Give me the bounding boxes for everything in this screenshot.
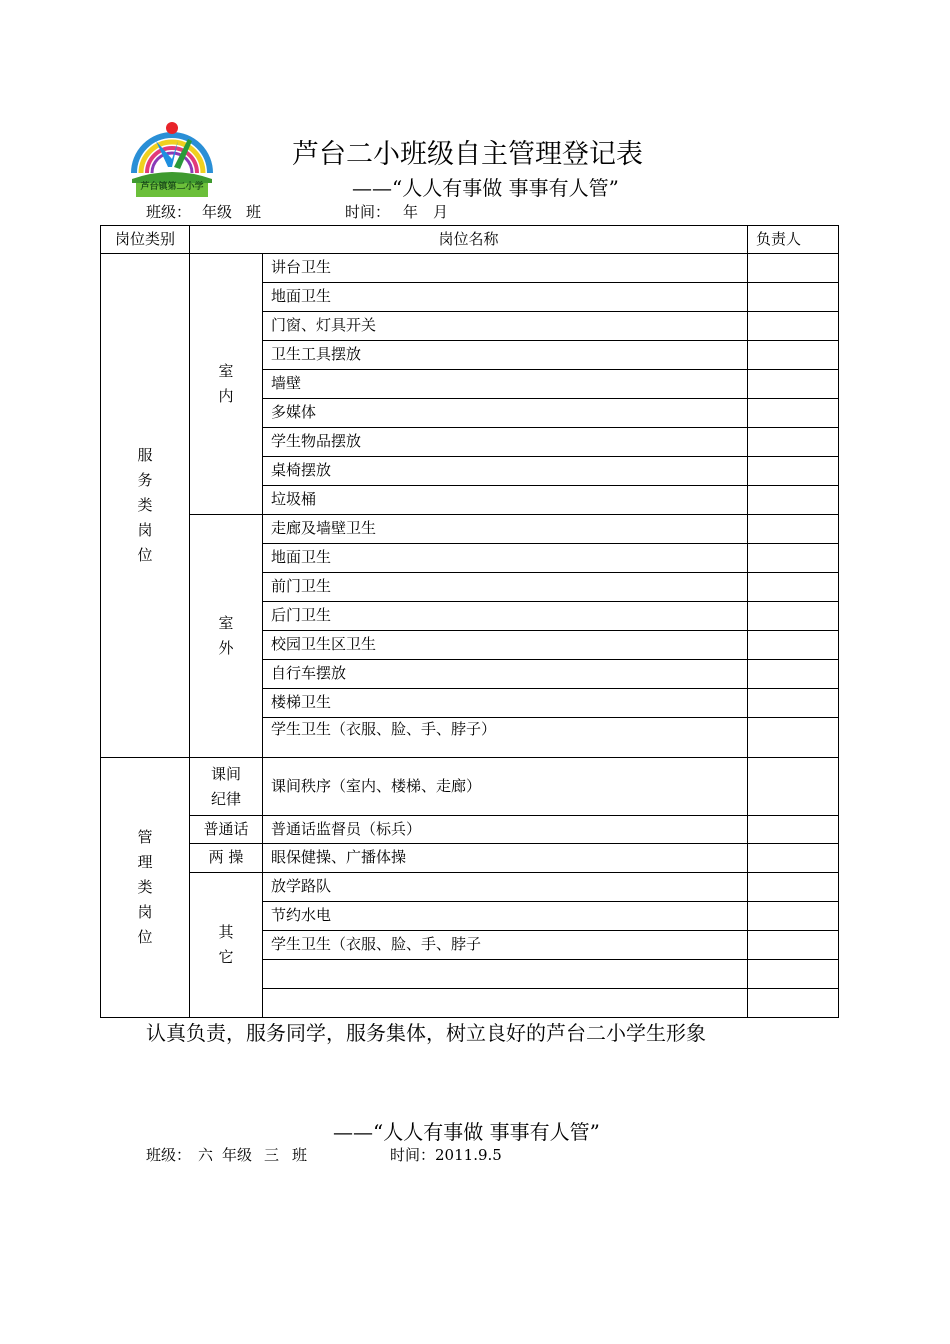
person-cell[interactable] [748, 341, 839, 370]
page-title: 芦台二小班级自主管理登记表 [292, 139, 643, 170]
position-name: 走廊及墙壁卫生 [263, 515, 748, 544]
footer-grade-label: 年级 [222, 1146, 253, 1164]
person-cell[interactable] [748, 515, 839, 544]
school-logo-caption: 芦台镇第二小学 [140, 182, 204, 192]
person-cell[interactable] [748, 399, 839, 428]
grade-label: 年级 [202, 203, 233, 221]
position-name: 桌椅摆放 [263, 457, 748, 486]
position-name: 地面卫生 [263, 283, 748, 312]
person-cell[interactable] [748, 573, 839, 602]
position-name: 放学路队 [263, 873, 748, 902]
person-cell[interactable] [748, 544, 839, 573]
table-row [101, 758, 839, 816]
position-name: 垃圾桶 [263, 486, 748, 515]
position-name: 前门卫生 [263, 573, 748, 602]
position-name: 校园卫生区卫生 [263, 631, 748, 660]
position-name: 节约水电 [263, 902, 748, 931]
page-subtitle: ——“人人有事做 事事有人管” [352, 176, 619, 200]
slogan: 认真负责，服务同学，服务集体，树立良好的芦台二小学生形象 [146, 1021, 706, 1045]
person-cell[interactable] [748, 873, 839, 902]
position-name: 讲台卫生 [263, 254, 748, 283]
person-cell[interactable] [748, 602, 839, 631]
person-cell[interactable] [748, 960, 839, 989]
position-name: 学生物品摆放 [263, 428, 748, 457]
footer-class-suffix: 班 [292, 1146, 308, 1164]
position-name: 多媒体 [263, 399, 748, 428]
category-service: 服 务 类 岗 位 [101, 254, 190, 758]
person-cell[interactable] [748, 254, 839, 283]
year-label: 年 [403, 203, 419, 221]
subcategory-exercises: 两 操 [190, 844, 263, 873]
time-label: 时间： [345, 203, 391, 221]
table-header-row [101, 226, 839, 254]
position-name: 眼保健操、广播体操 [263, 844, 748, 873]
school-logo [128, 111, 216, 199]
footer-class-label: 班级： [146, 1146, 192, 1164]
class-label: 班级： [146, 203, 192, 221]
header-person: 负责人 [748, 226, 839, 254]
subcategory-discipline: 课间 纪律 [190, 758, 263, 816]
person-cell[interactable] [748, 370, 839, 399]
footer-class-number: 三 [264, 1146, 280, 1164]
person-cell[interactable] [748, 486, 839, 515]
footer-meta-line [146, 1144, 502, 1165]
header-category: 岗位类别 [101, 226, 190, 254]
form-meta-line [146, 201, 448, 222]
person-cell[interactable] [748, 312, 839, 341]
table-row [101, 816, 839, 844]
person-cell[interactable] [748, 283, 839, 312]
footer-date: 2011.9.5 [435, 1146, 502, 1164]
table-row [101, 254, 839, 283]
footer-grade: 六 [198, 1146, 214, 1164]
month-label: 月 [433, 203, 449, 221]
person-cell[interactable] [748, 457, 839, 486]
person-cell[interactable] [748, 660, 839, 689]
position-name-blank[interactable] [263, 989, 748, 1018]
footer-time-label: 时间： [390, 1146, 436, 1164]
header-position: 岗位名称 [190, 226, 748, 254]
registration-table [100, 225, 839, 1018]
subcategory-mandarin: 普通话 [190, 816, 263, 844]
table-row [101, 873, 839, 902]
class-suffix: 班 [246, 203, 262, 221]
position-name: 墙壁 [263, 370, 748, 399]
position-name: 楼梯卫生 [263, 689, 748, 718]
footer-subtitle: ——“人人有事做 事事有人管” [333, 1120, 600, 1144]
person-cell[interactable] [748, 816, 839, 844]
person-cell[interactable] [748, 902, 839, 931]
table-row [101, 515, 839, 544]
subcategory-other: 其 它 [190, 873, 263, 1018]
person-cell[interactable] [748, 631, 839, 660]
position-name: 卫生工具摆放 [263, 341, 748, 370]
subcategory-outdoor: 室 外 [190, 515, 263, 758]
position-name: 地面卫生 [263, 544, 748, 573]
position-name: 自行车摆放 [263, 660, 748, 689]
position-name: 学生卫生（衣服、脸、手、脖子） [263, 718, 748, 758]
person-cell[interactable] [748, 428, 839, 457]
table-row [101, 844, 839, 873]
person-cell[interactable] [748, 844, 839, 873]
category-management: 管 理 类 岗 位 [101, 758, 190, 1018]
subcategory-indoor: 室 内 [190, 254, 263, 515]
position-name: 普通话监督员（标兵） [263, 816, 748, 844]
position-name: 学生卫生（衣服、脸、手、脖子 [263, 931, 748, 960]
person-cell[interactable] [748, 718, 839, 758]
person-cell[interactable] [748, 989, 839, 1018]
position-name: 门窗、灯具开关 [263, 312, 748, 341]
person-cell[interactable] [748, 758, 839, 816]
position-name: 后门卫生 [263, 602, 748, 631]
person-cell[interactable] [748, 689, 839, 718]
position-name: 课间秩序（室内、楼梯、走廊） [263, 758, 748, 816]
position-name-blank[interactable] [263, 960, 748, 989]
person-cell[interactable] [748, 931, 839, 960]
